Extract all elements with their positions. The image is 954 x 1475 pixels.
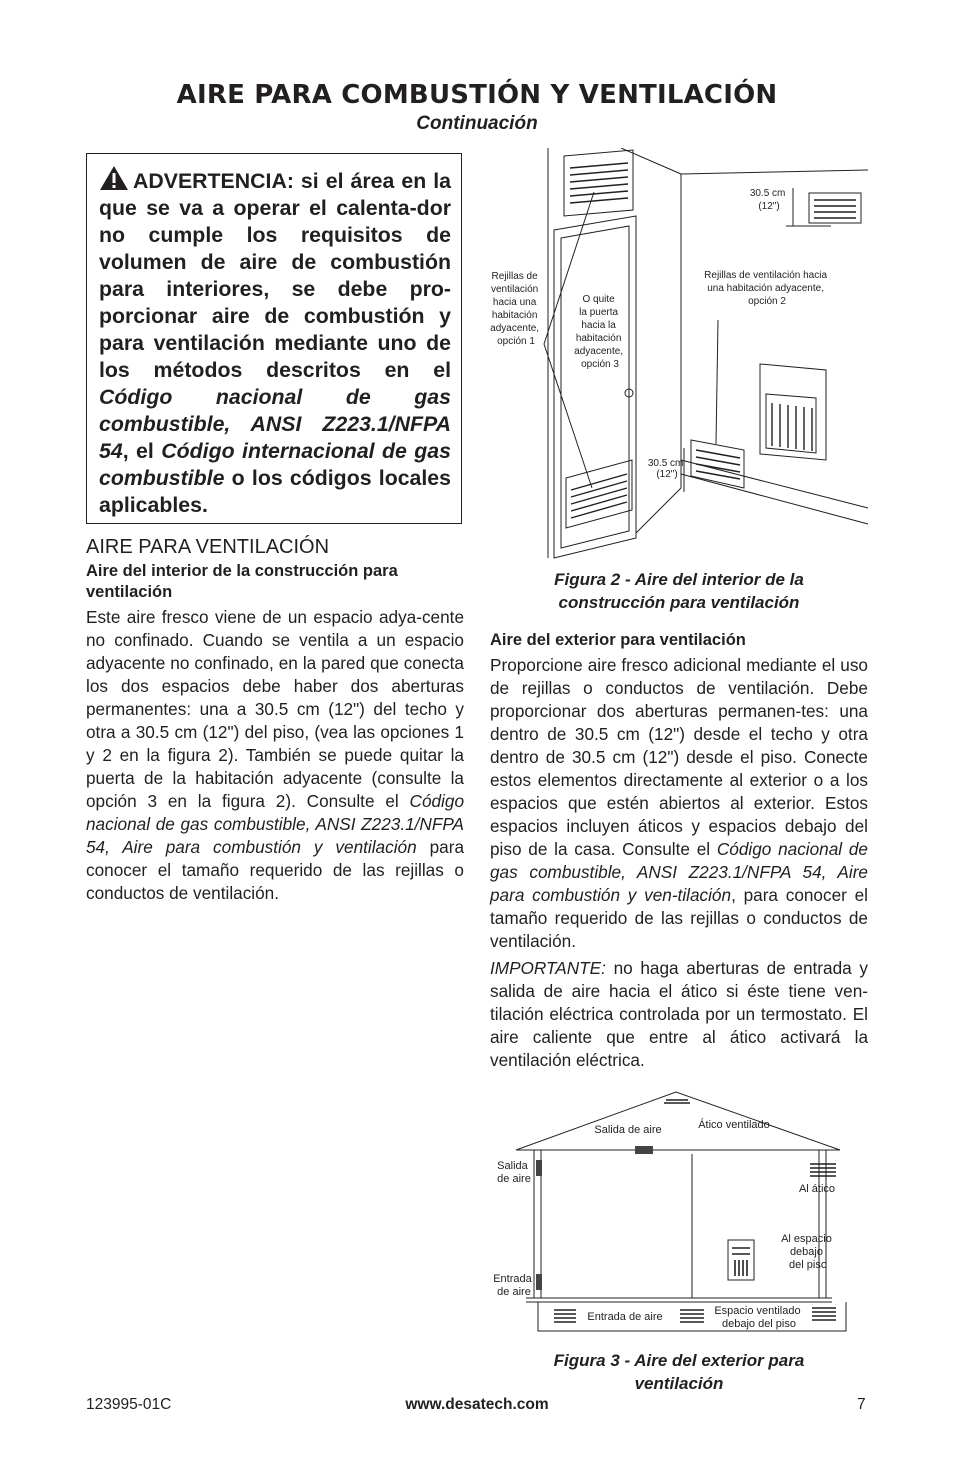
fig3-label-wall-outlet bbox=[497, 1160, 531, 1185]
figure-3-illustration bbox=[486, 1088, 870, 1338]
important-label: IMPORTANTE: bbox=[490, 958, 606, 978]
paragraph-exterior-air bbox=[490, 654, 868, 953]
fig2-option1-line: habitación bbox=[491, 310, 538, 321]
fig2-option2-line: Rejillas de ventilación hacia bbox=[704, 270, 828, 281]
fig2-option2-line: una habitación adyacente, bbox=[707, 283, 824, 294]
fig2-option1-line: opción 1 bbox=[497, 336, 535, 347]
paragraph-interior-code: Código nacional de gas combustible, ANSI Z223.1/NFPA 54, Aire para combustión y ventilación bbox=[86, 791, 464, 857]
fig2-option1-line: hacia una bbox=[492, 297, 537, 308]
fig2-option1-line: Rejillas de bbox=[491, 271, 538, 282]
fig3-crawl-space-line: debajo del piso bbox=[721, 1318, 797, 1330]
page-number: 7 bbox=[857, 1396, 866, 1413]
page-subtitle: Continuación bbox=[416, 113, 538, 134]
important-text: no haga aberturas de entrada y salida de aire hacia el ático si éste tiene ven-tilación eléctrica controlada por un termostato. El aire caliente que entre al ático activará la ventilación eléctrica. bbox=[490, 958, 868, 1070]
subheading-exterior-air: Aire del exterior para ventilación bbox=[490, 631, 746, 649]
fig2-dim-top-line: 30.5 cm bbox=[749, 188, 786, 199]
fig2-option1-line: ventilación bbox=[490, 284, 539, 295]
fig3-to-crawl-line: Al espacio bbox=[781, 1233, 832, 1245]
fig2-dimension-bottom bbox=[648, 458, 686, 480]
fig3-label-to-crawl bbox=[781, 1233, 835, 1271]
fig3-label-roof-outlet: Salida de aire bbox=[594, 1124, 662, 1136]
figure-2-illustration bbox=[486, 148, 870, 568]
fig3-crawl-space-line: Espacio ventilado bbox=[714, 1305, 801, 1317]
paragraph-exterior-end: , para conocer el tamaño requerido de las rejillas o conductos de ventilación. bbox=[490, 885, 868, 951]
fig2-option3-line: habitación bbox=[575, 333, 622, 344]
subheading-interior-air: Aire del interior de la construcción para ventilación bbox=[86, 562, 398, 601]
warning-code-1: Código nacional de gas combustible, ANSI Z223.1/NFPA 54 bbox=[99, 385, 451, 463]
paragraph-exterior-code: Código nacional de gas combustible, ANSI Z223.1/NFPA 54, Aire para combustión y ven-tilación bbox=[490, 839, 868, 905]
fig2-label-option1 bbox=[490, 271, 542, 347]
fig3-label-to-attic: Al ático bbox=[798, 1183, 836, 1195]
fig2-option3-line: hacia la bbox=[581, 320, 616, 331]
fig2-option3-line: opción 3 bbox=[581, 359, 619, 370]
fig2-label-option3 bbox=[574, 294, 626, 370]
fig2-dim-bottom-line: (12") bbox=[656, 469, 678, 480]
page-title: AIRE PARA COMBUSTIÓN Y VENTILACIÓN bbox=[176, 80, 778, 110]
document-code: 123995-01C bbox=[86, 1396, 172, 1413]
fig2-option3-line: adyacente, bbox=[574, 346, 624, 357]
fig2-option1-line: adyacente, bbox=[490, 323, 540, 334]
fig3-to-crawl-line: debajo bbox=[789, 1246, 823, 1258]
warning-text bbox=[99, 165, 451, 519]
warning-code-2: Código internacional de gas combustible bbox=[99, 439, 452, 490]
section-heading-ventilation: AIRE PARA VENTILACIÓN bbox=[86, 536, 330, 558]
paragraph-interior-air bbox=[86, 606, 464, 905]
fig3-label-wall-inlet bbox=[493, 1273, 535, 1298]
fig3-wall-outlet-line: de aire bbox=[497, 1173, 531, 1185]
paragraph-interior-text: Este aire fresco viene de un espacio adya-cente no confinado. Cuando se ventila a un espacio adyacente no confinado, en la pared que conecta los dos espacios debe haber dos aberturas permanentes: una a 30.5 cm (12") del techo y otra a 30.5 cm (12") del piso, (vea las opciones 1 y 2 en la figura 2). También se puede quitar la puerta de la habitación adyacente (consulte la opción 3 en la figura 2). Consulte el bbox=[86, 607, 464, 811]
figure-2-caption: Figura 2 - Aire del interior de la construcción para ventilación bbox=[554, 570, 804, 612]
warning-prefix: ADVERTENCIA: si el área en la que se va a operar el calenta-dor no cumple los requisitos de volumen de aire de combustión para interiores, se debe pro-porcionar aire de combustión y para ventilación mediante uno de los métodos descritos en el bbox=[99, 169, 451, 382]
fig2-dimension-top bbox=[750, 188, 788, 212]
paragraph-important bbox=[490, 957, 868, 1072]
fig2-dim-top-line: (12") bbox=[758, 201, 780, 212]
fig3-label-attic: Ático ventilado bbox=[698, 1119, 770, 1131]
fig2-option3-line: O quite bbox=[582, 294, 615, 305]
fig3-label-crawl-inlet: Entrada de aire bbox=[587, 1311, 663, 1323]
fig2-option3-line: la puerta bbox=[579, 307, 619, 318]
fig2-label-option2 bbox=[704, 270, 830, 307]
warning-mid: , el bbox=[122, 439, 162, 463]
website-link[interactable]: www.desatech.com bbox=[405, 1396, 549, 1413]
paragraph-interior-end: para conocer el tamaño requerido de las rejillas o conductos de ventilación. bbox=[86, 837, 465, 903]
fig3-to-crawl-line: del piso bbox=[789, 1259, 827, 1271]
warning-triangle-icon bbox=[99, 165, 129, 191]
fig2-dim-bottom-line: 30.5 cm bbox=[647, 458, 684, 469]
figure-3-caption: Figura 3 - Aire del exterior para ventilación bbox=[553, 1351, 805, 1393]
fig3-wall-inlet-line: de aire bbox=[497, 1286, 531, 1298]
fig2-option2-line: opción 2 bbox=[748, 296, 786, 307]
fig3-wall-outlet-line: Salida bbox=[497, 1160, 528, 1172]
fig3-label-crawl-space bbox=[714, 1305, 803, 1330]
warning-box bbox=[86, 153, 462, 524]
warning-suffix: o los códigos locales aplicables. bbox=[99, 466, 451, 517]
fig3-wall-inlet-line: Entrada bbox=[493, 1273, 532, 1285]
paragraph-exterior-text: Proporcione aire fresco adicional mediante el uso de rejillas o conductos de ventilación. Debe proporcionar dos aberturas permanen-tes: una dentro de 30.5 cm (12") desde el techo y otra dentro de 30.5 cm (12") desde el piso. Conecte estos elementos directamente al exterior o a los espacios que estén abiertos al exterior. Estos espacios incluyen áticos y espacios debajo del piso de la casa. Consulte el bbox=[490, 655, 868, 859]
